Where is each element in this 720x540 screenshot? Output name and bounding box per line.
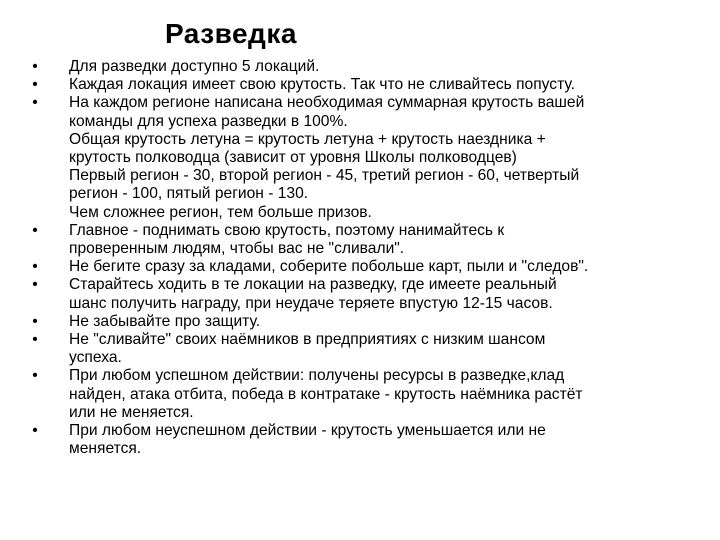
bullet-list	[29, 58, 699, 458]
bullet-text-line: При любом неуспешном действии - крутость уменьшается или не	[69, 422, 546, 440]
bullet-text-line: меняется.	[69, 440, 142, 458]
bullet-icon: •	[32, 331, 38, 349]
bullet-text-line: регион - 100, пятый регион - 130.	[69, 185, 309, 203]
bullet-icon: •	[32, 422, 38, 440]
bullet-item	[29, 313, 699, 331]
bullet-item	[29, 331, 699, 367]
bullet-item	[29, 222, 699, 258]
slide-title: Разведка	[165, 18, 297, 49]
bullet-icon: •	[32, 76, 38, 94]
bullet-text-line: Общая крутость летуна = крутость летуна + крутость наездника +	[69, 130, 546, 148]
bullet-item	[29, 367, 699, 422]
bullet-text-line: При любом успешном действии: получены ресурсы в разведке,клад	[69, 367, 565, 385]
bullet-text-line: найден, атака отбита, победа в контратаке - крутость наёмника растёт	[69, 385, 583, 403]
bullet-text-line: Не "сливайте" своих наёмников в предприятиях с низким шансом	[69, 331, 546, 349]
bullet-icon: •	[32, 58, 38, 75]
bullet-item	[29, 422, 699, 458]
bullet-item	[29, 276, 699, 312]
bullet-text-line: успеха.	[69, 349, 122, 367]
bullet-text-line: Не забывайте про защиту.	[69, 312, 261, 330]
bullet-icon: •	[32, 312, 38, 330]
bullet-text-line: Старайтесь ходить в те локации на разведку, где имеете реальный	[69, 276, 557, 294]
bullet-icon: •	[32, 367, 38, 385]
bullet-item	[29, 58, 699, 76]
bullet-text-line: Чем сложнее регион, тем больше призов.	[69, 203, 372, 221]
bullet-text-line: или не меняется.	[69, 403, 194, 421]
bullet-text-line: шанс получить награду, при неудаче теряете впустую 12-15 часов.	[69, 294, 553, 312]
bullet-icon: •	[32, 94, 38, 112]
bullet-icon: •	[32, 221, 38, 239]
bullet-item	[29, 94, 699, 221]
bullet-item	[29, 258, 699, 276]
bullet-text-line: команды для успеха разведки в 100%.	[69, 112, 348, 130]
bullet-icon: •	[32, 276, 38, 294]
bullet-text-line: Для разведки доступно 5 локаций.	[69, 58, 320, 75]
bullet-text-line: проверенным людям, чтобы вас не "сливали".	[69, 240, 405, 258]
bullet-icon: •	[32, 258, 38, 276]
bullet-text-line: Главное - поднимать свою крутость, поэтому нанимайтесь к	[69, 221, 505, 239]
bullet-text-line: Не бегите сразу за кладами, соберите побольше карт, пыли и "следов".	[69, 258, 589, 276]
bullet-text-line: Первый регион - 30, второй регион - 45, третий регион - 60, четвертый	[69, 167, 580, 185]
bullet-text-line: Каждая локация имеет свою крутость. Так что не сливайтесь попусту.	[69, 76, 575, 94]
bullet-text-line: крутость полководца (зависит от уровня Школы полководцев)	[69, 149, 517, 167]
bullet-item	[29, 76, 699, 94]
bullet-text-line: На каждом регионе написана необходимая суммарная крутость вашей	[69, 94, 585, 112]
